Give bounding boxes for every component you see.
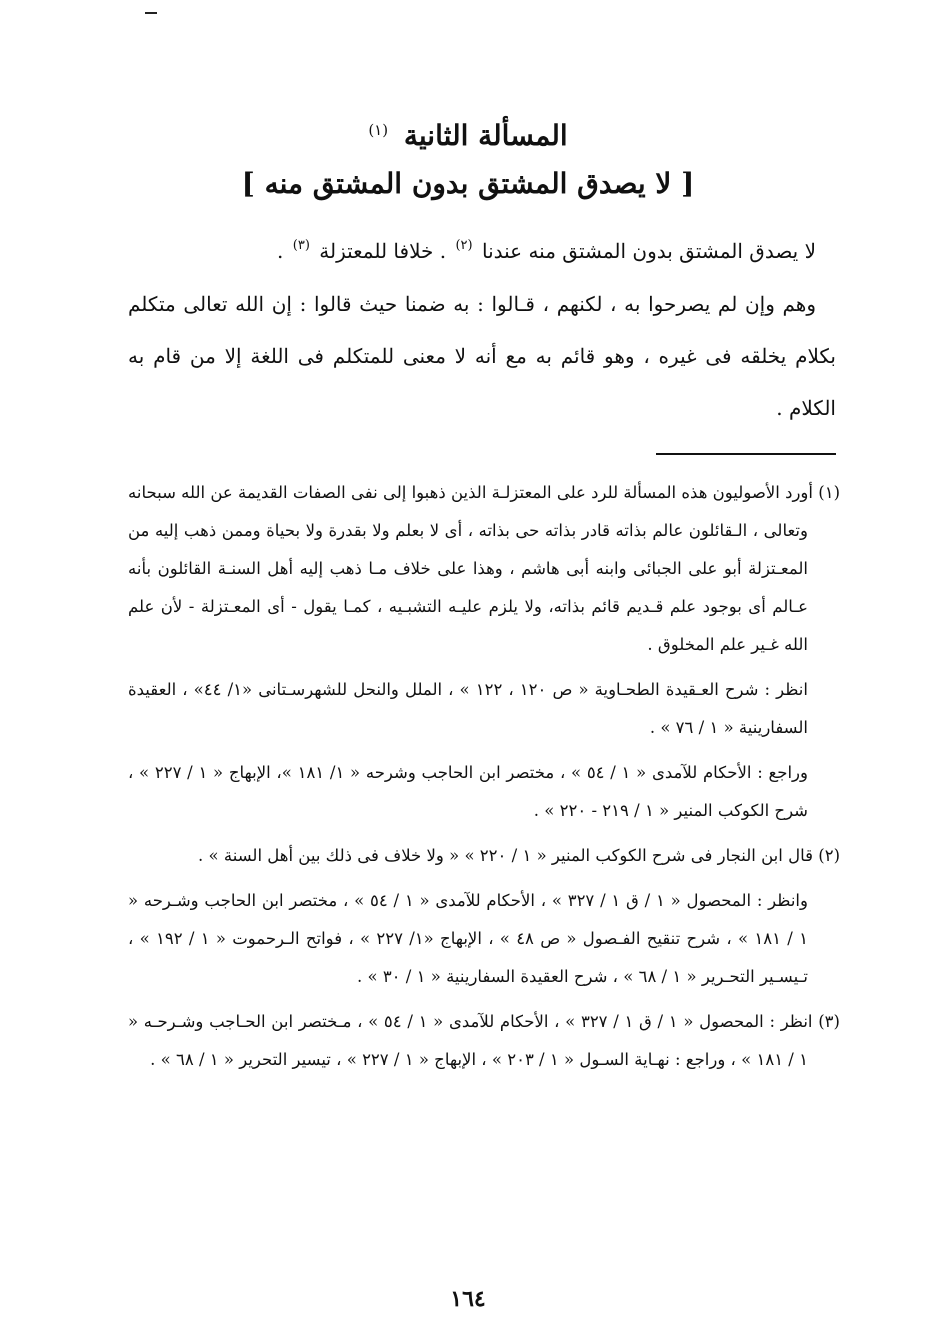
footnote-1-reference-1: انظر : شرح العـقيدة الطحـاوية « ص ١٢٠ ، ١٢٢ » ، الملل والنحل للشهرسـتانى «١/ ٤٤» ، العقيدة السفارينية « ١ / ٧٦ » . bbox=[128, 680, 808, 737]
title-footnote-marker: (١) bbox=[368, 121, 389, 139]
footnote-1: (١) أورد الأصوليون هذه المسألة للرد على المعتزلـة الذين ذهبوا إلى نفى الصفات القديمة عن الله سبحانه وتعالى ، الـقائلون عالم بذاته قادر بذاته حى بذاته ، أى لا بعلم ولا بقدرة ولا بحياة وممن ذهب إليه من المعـتزلة أبو على الجبائى وابنه أبى هاشم ، وهذا على خلاف مـا ذهب إليه أهل السنـة القائلون بأنه عـالم أى بوجود علم قـديم قائم بذاته، ولا يلزم عليـه التشبـيه ، كمـا يقول - أى المعـتزلة - لأن علم الله غـير علم المخلوق . bbox=[128, 483, 840, 654]
body-paragraph-2: وهم وإن لم يصرحوا به ، لكنهم ، قـالوا : به ضمنا حيث قالوا : إن الله تعالى متكلم بكلام يخلقه فى غيره ، وهو قائم به مع أنه لا معنى للمتكلم فى اللغة إلا من قام به الكلام . bbox=[128, 292, 836, 420]
footnote-1-reference-2: وراجع : الأحكام للآمدى « ١ / ٥٤ » ، مختصر ابن الحاجب وشرحه « ١/ ١٨١ »، الإبهاج « ١ / ٢٢٧ » ، شرح الكوكب المنير « ١ / ٢١٩ - ٢٢٠ » . bbox=[128, 763, 808, 820]
footnote-marker-3: (٣) bbox=[292, 238, 310, 253]
page-number: ١٦٤ bbox=[450, 1286, 486, 1312]
section-subtitle: [ لا يصدق المشتق بدون المشتق منه ] bbox=[241, 167, 695, 200]
paragraph-1-text-a: لا يصدق المشتق بدون المشتق منه عندنا bbox=[481, 239, 816, 263]
section-title-text: المسألة الثانية bbox=[403, 119, 568, 152]
footnote-separator bbox=[656, 453, 836, 455]
paragraph-1-text-c: . bbox=[277, 239, 284, 263]
section-title bbox=[0, 108, 936, 158]
body-paragraph-1 bbox=[128, 220, 836, 277]
paragraph-1-text-b: . خلافا للمعتزلة bbox=[319, 239, 447, 263]
scan-mark bbox=[145, 12, 157, 14]
footnotes bbox=[128, 474, 840, 1086]
footnote-3: (٣) انظر : المحصول « ١ / ق ١ / ٣٢٧ » ، الأحكام للآمدى « ١ / ٥٤ » ، مـختصر ابن الحـاجب وشـرحـه « ١ / ١٨١ » ، وراجع : نهـاية السـول « ١ / ٢٠٣ » ، الإبهاج « ١ / ٢٢٧ » ، تيسير التحرير « ١ / ٦٨ » . bbox=[128, 1012, 840, 1069]
footnote-marker-2: (٢) bbox=[455, 238, 473, 253]
footnote-2: (٢) قال ابن النجار فى شرح الكوكب المنير « ١ / ٢٢٠ » « ولا خلاف فى ذلك بين أهل السنة » . bbox=[198, 846, 840, 865]
footnote-2-reference: وانظر : المحصول « ١ / ق ١ / ٣٢٧ » ، الأحكام للآمدى « ١ / ٥٤ » ، مختصر ابن الحاجب وشـرحه « ١ / ١٨١ » ، شرح تنقيح الفـصول « ص ٤٨ » ، الإبهاج «١/ ٢٢٧ » ، فواتح الـرحموت « ١ / ١٩٢ » ، تـيسـير التحـرير « ١ / ٦٨ » ، شرح العقيدة السفارينية « ١ / ٣٠ » . bbox=[128, 891, 808, 986]
